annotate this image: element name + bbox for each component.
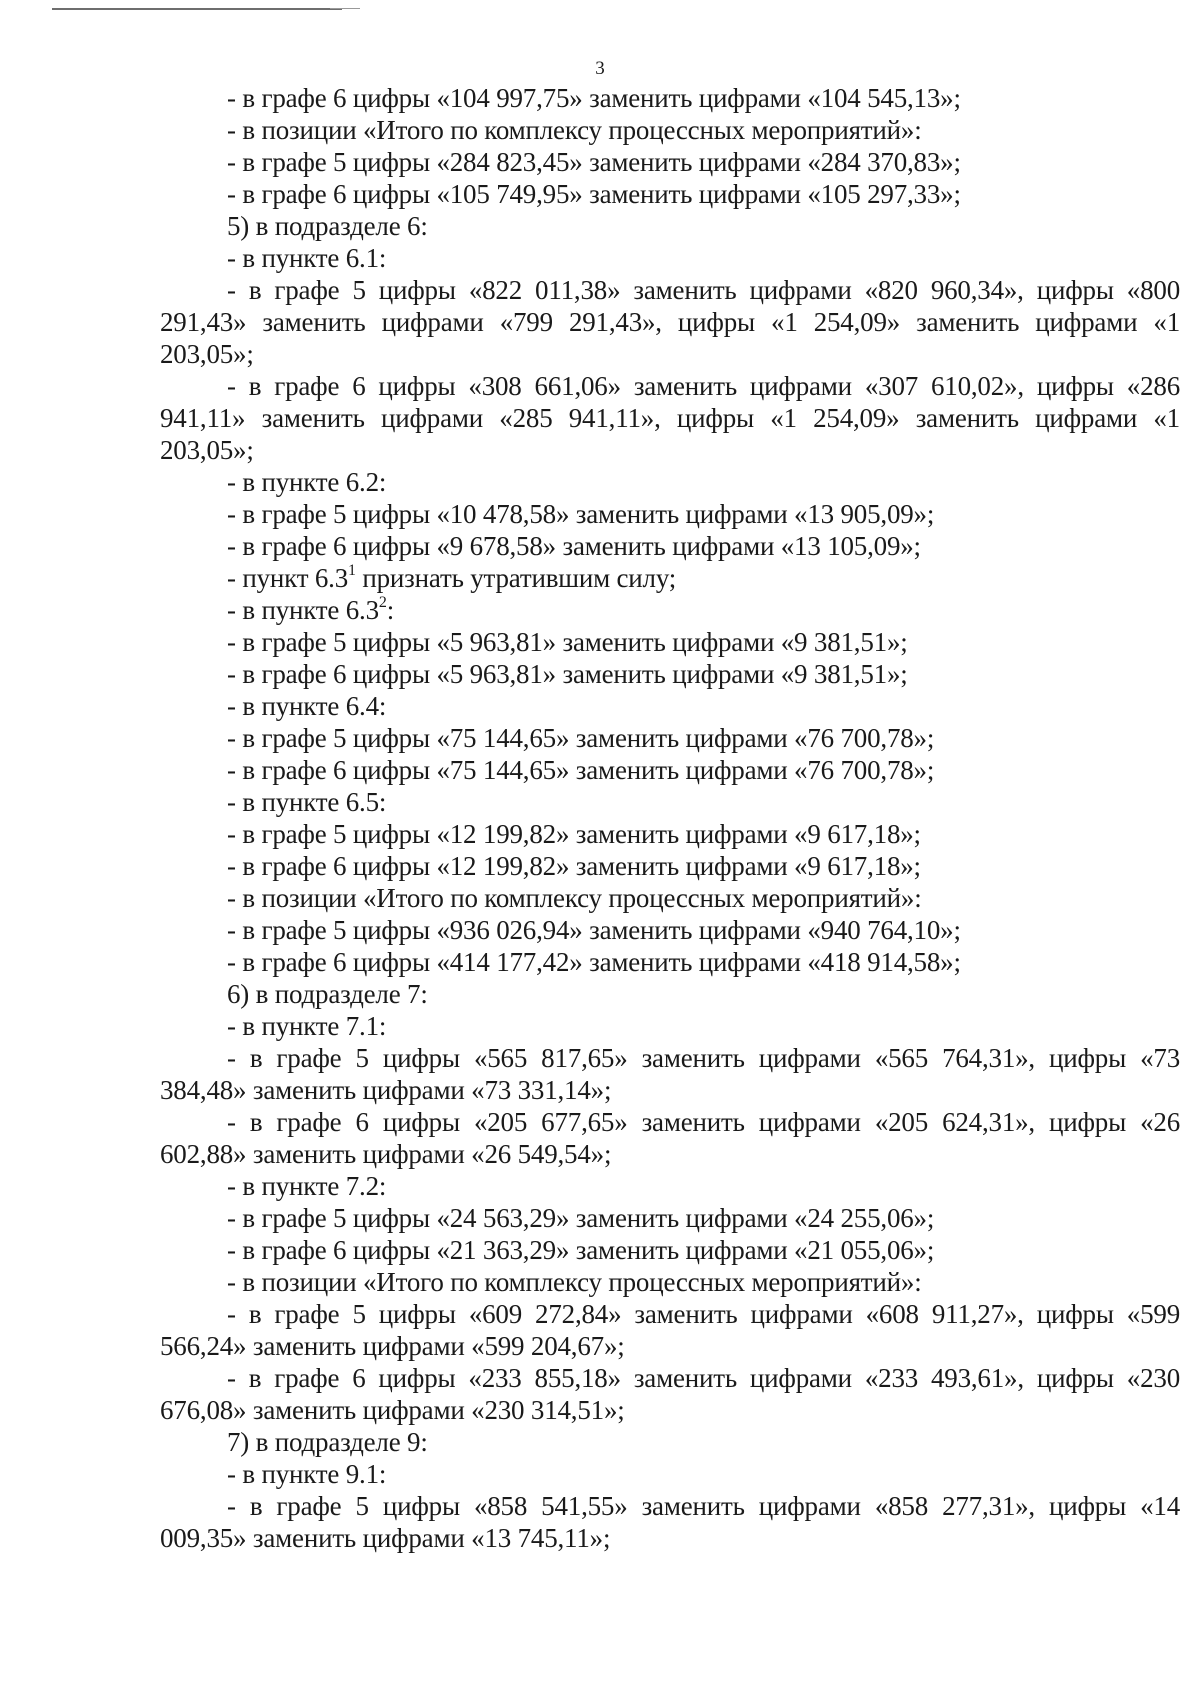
paragraph: - в пункте 7.2: bbox=[227, 1171, 387, 1201]
paragraph: - в позиции «Итого по комплексу процессных мероприятий»: bbox=[227, 115, 922, 145]
paragraph: 5) в подразделе 6: bbox=[227, 211, 428, 241]
paragraph-text: - пункт 6.3 bbox=[227, 563, 349, 593]
paragraph: - в графе 6 цифры «9 678,58» заменить цифрами «13 105,09»; bbox=[227, 531, 921, 561]
paragraph: - в пункте 9.1: bbox=[227, 1459, 387, 1489]
paragraph: - в пункте 6.4: bbox=[227, 691, 387, 721]
paragraph: - в пункте 7.1: bbox=[227, 1011, 387, 1041]
document-body bbox=[160, 82, 1180, 1554]
paragraph: - в графе 5 цифры «24 563,29» заменить цифрами «24 255,06»; bbox=[227, 1203, 935, 1233]
paragraph-text: - в пункте 6.3 bbox=[227, 595, 379, 625]
paragraph: - в графе 5 цифры «609 272,84» заменить цифрами «608 911,27», цифры «599 566,24» заменить цифрами «599 204,67»; bbox=[160, 1299, 1180, 1361]
paragraph: - в графе 6 цифры «12 199,82» заменить цифрами «9 617,18»; bbox=[227, 851, 921, 881]
paragraph: - в пункте 6.1: bbox=[227, 243, 387, 273]
paragraph: - в графе 5 цифры «822 011,38» заменить цифрами «820 960,34», цифры «800 291,43» заменить цифрами «799 291,43», цифры «1 254,09» заменить цифрами «1 203,05»; bbox=[160, 275, 1180, 369]
paragraph: - в графе 5 цифры «565 817,65» заменить цифрами «565 764,31», цифры «73 384,48» заменить цифрами «73 331,14»; bbox=[160, 1043, 1180, 1105]
paragraph: - в графе 6 цифры «104 997,75» заменить цифрами «104 545,13»; bbox=[227, 83, 961, 113]
paragraph: - в графе 5 цифры «12 199,82» заменить цифрами «9 617,18»; bbox=[227, 819, 921, 849]
paragraph: - в позиции «Итого по комплексу процессных мероприятий»: bbox=[227, 1267, 922, 1297]
paragraph: - в графе 6 цифры «21 363,29» заменить цифрами «21 055,06»; bbox=[227, 1235, 935, 1265]
paragraph: - в графе 5 цифры «10 478,58» заменить цифрами «13 905,09»; bbox=[227, 499, 935, 529]
scan-artifact-line bbox=[52, 8, 342, 10]
paragraph-text: : bbox=[386, 595, 395, 625]
paragraph bbox=[160, 562, 1180, 594]
paragraph: 7) в подразделе 9: bbox=[227, 1427, 428, 1457]
scan-artifact-line-faint bbox=[330, 8, 360, 9]
paragraph: - в позиции «Итого по комплексу процессных мероприятий»: bbox=[227, 883, 922, 913]
superscript-index: 1 bbox=[348, 562, 356, 579]
paragraph: 6) в подразделе 7: bbox=[227, 979, 428, 1009]
paragraph: - в графе 5 цифры «284 823,45» заменить цифрами «284 370,83»; bbox=[227, 147, 961, 177]
paragraph: - в графе 6 цифры «105 749,95» заменить цифрами «105 297,33»; bbox=[227, 179, 961, 209]
paragraph: - в графе 6 цифры «5 963,81» заменить цифрами «9 381,51»; bbox=[227, 659, 908, 689]
paragraph: - в графе 6 цифры «75 144,65» заменить цифрами «76 700,78»; bbox=[227, 755, 935, 785]
paragraph: - в пункте 6.5: bbox=[227, 787, 387, 817]
paragraph: - в графе 6 цифры «233 855,18» заменить цифрами «233 493,61», цифры «230 676,08» заменить цифрами «230 314,51»; bbox=[160, 1363, 1180, 1425]
paragraph: - в графе 5 цифры «858 541,55» заменить цифрами «858 277,31», цифры «14 009,35» заменить цифрами «13 745,11»; bbox=[160, 1491, 1180, 1553]
paragraph: - в графе 6 цифры «308 661,06» заменить цифрами «307 610,02», цифры «286 941,11» заменить цифрами «285 941,11», цифры «1 254,09» заменить цифрами «1 203,05»; bbox=[160, 371, 1180, 465]
paragraph: - в пункте 6.2: bbox=[227, 467, 387, 497]
paragraph: - в графе 5 цифры «75 144,65» заменить цифрами «76 700,78»; bbox=[227, 723, 935, 753]
paragraph: - в графе 6 цифры «414 177,42» заменить цифрами «418 914,58»; bbox=[227, 947, 961, 977]
paragraph: - в графе 5 цифры «936 026,94» заменить цифрами «940 764,10»; bbox=[227, 915, 961, 945]
page-number: 3 bbox=[595, 58, 605, 79]
paragraph: - в графе 5 цифры «5 963,81» заменить цифрами «9 381,51»; bbox=[227, 627, 908, 657]
paragraph-text: признать утратившим силу; bbox=[355, 563, 677, 593]
paragraph bbox=[160, 594, 1180, 626]
superscript-index: 2 bbox=[378, 594, 387, 611]
paragraph: - в графе 6 цифры «205 677,65» заменить цифрами «205 624,31», цифры «26 602,88» заменить цифрами «26 549,54»; bbox=[160, 1107, 1180, 1169]
